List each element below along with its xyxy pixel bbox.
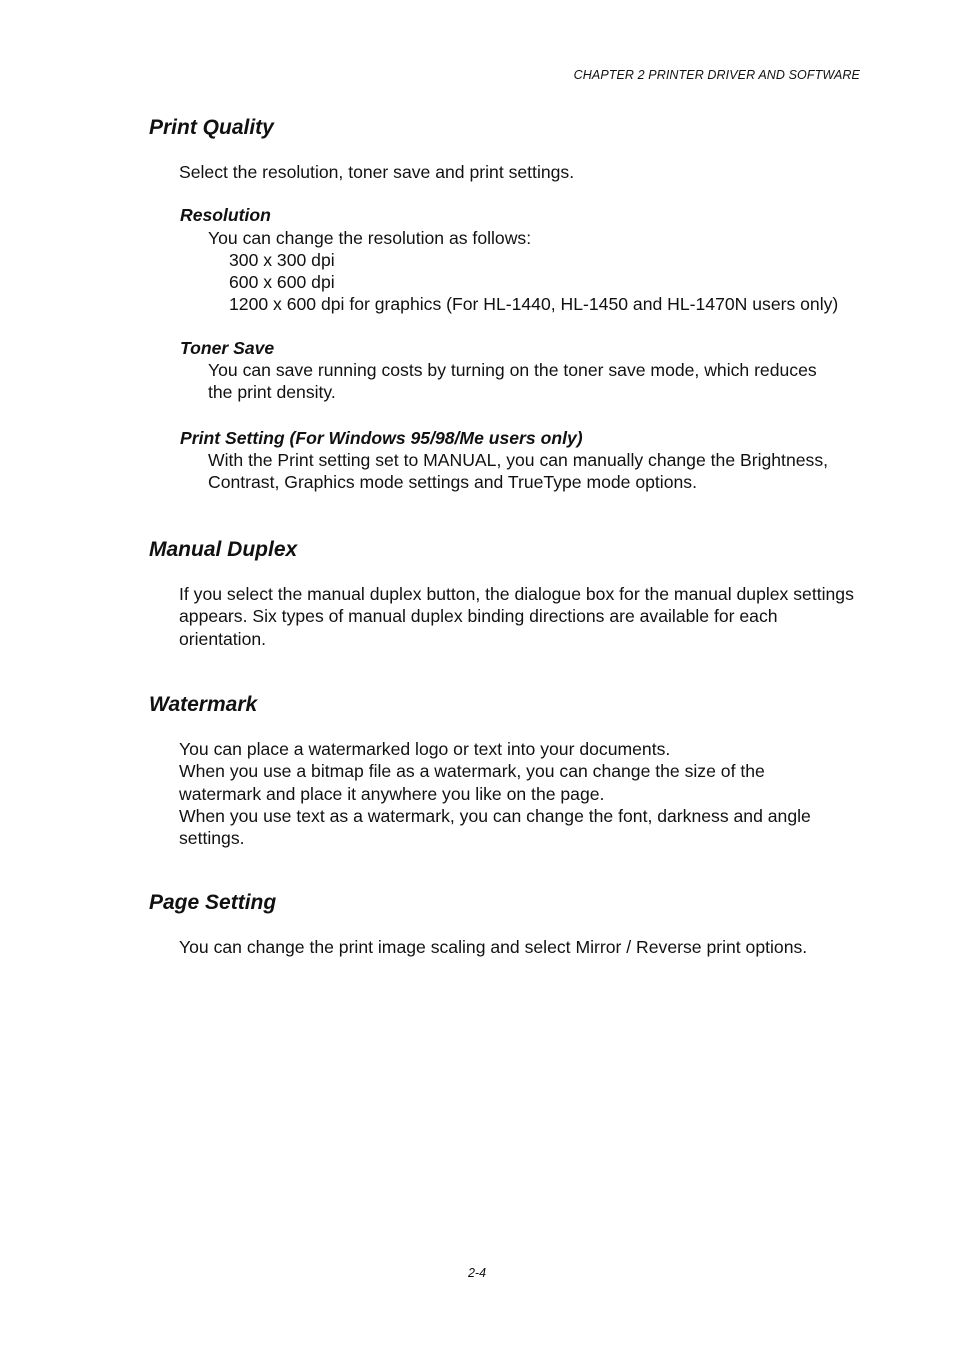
section-print-quality [149,115,869,494]
manual-duplex-text: If you select the manual duplex button, the dialogue box for the manual duplex settings appears. Six types of manual duplex binding directions are available for each orientation. [179,584,854,649]
resolution-option-1200: 1200 x 600 dpi for graphics (For HL-1440, HL-1450 and HL-1470N users only) [229,294,839,315]
heading-print-setting: Print Setting (For Windows 95/98/Me users only) [180,427,583,448]
section-watermark [149,692,869,849]
heading-page-setting: Page Setting [149,891,277,914]
watermark-line-3: When you use text as a watermark, you can change the font, darkness and angle settings. [179,805,811,849]
heading-print-quality: Print Quality [149,116,274,139]
heading-toner-save: Toner Save [180,337,275,358]
print-quality-intro: Select the resolution, toner save and print settings. [179,162,575,182]
resolution-option-600: 600 x 600 dpi [229,272,335,293]
heading-resolution: Resolution [180,205,271,226]
page-setting-text: You can change the print image scaling and select Mirror / Reverse print options. [179,937,808,957]
page-number: 2-4 [467,1266,487,1280]
resolution-option-300: 300 x 300 dpi [229,249,335,270]
chapter-header: CHAPTER 2 PRINTER DRIVER AND SOFTWARE [573,68,860,82]
watermark-line-2: When you use a bitmap file as a watermark, you can change the size of the watermark and place it anywhere you like on the page. [179,761,765,804]
section-manual-duplex [149,537,869,650]
print-setting-text: With the Print setting set to MANUAL, you can manually change the Brightness, Contrast, Graphics mode settings and TrueType mode options. [208,449,828,493]
section-page-setting [149,890,869,958]
heading-watermark: Watermark [149,693,258,716]
resolution-text: You can change the resolution as follows: [208,227,532,248]
toner-save-text: You can save running costs by turning on the toner save mode, which reduces the print density. [208,360,817,403]
heading-manual-duplex: Manual Duplex [149,538,298,561]
watermark-line-1: You can place a watermarked logo or text into your documents. [179,739,671,759]
